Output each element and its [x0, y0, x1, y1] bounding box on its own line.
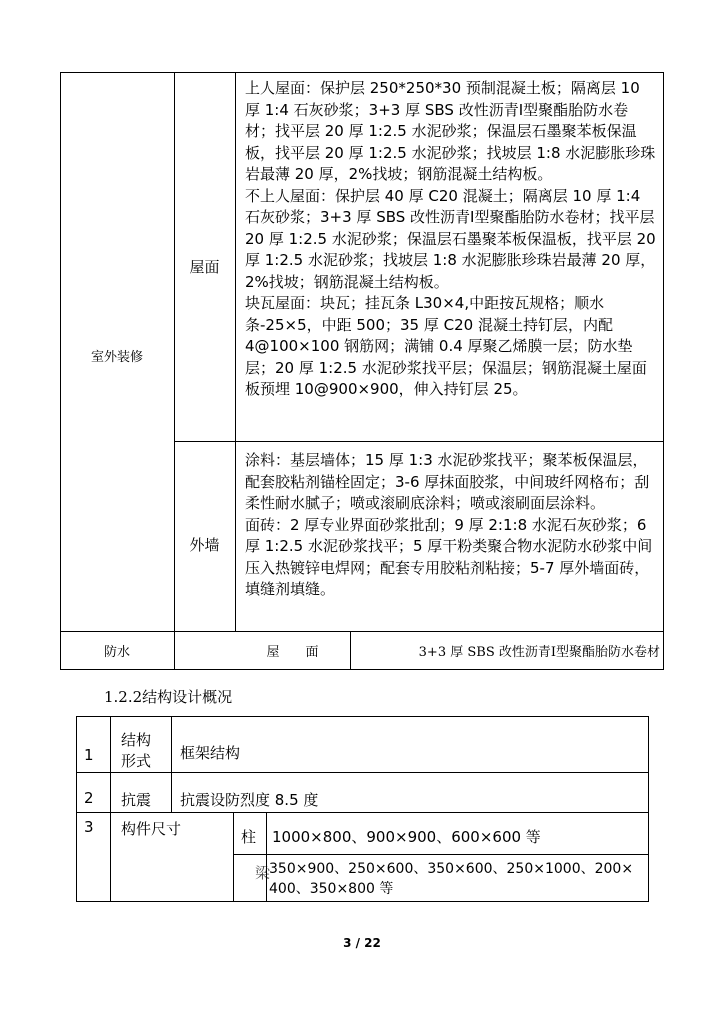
table-col-divider-2	[235, 72, 236, 632]
beam-label: 梁	[255, 864, 271, 882]
table-divider-roof-wall	[174, 441, 664, 442]
row1-number: 1	[84, 746, 94, 764]
row2-label: 抗震	[121, 791, 152, 809]
table2-border-bottom	[76, 901, 649, 902]
table2-col-divider-1	[110, 716, 111, 902]
table2-col-divider-4	[266, 812, 267, 902]
roof-label: 屋面	[189, 258, 220, 276]
page-number: 3 / 22	[343, 936, 381, 950]
row1-value: 框架结构	[180, 744, 241, 762]
table2-col-divider-2	[171, 716, 172, 813]
waterproof-value: 3+3 厚 SBS 改性沥青Ⅰ型聚酯胎防水卷材	[418, 645, 660, 660]
table-divider-waterproof	[60, 631, 664, 632]
roof-paragraph-tile: 块瓦屋面：块瓦；挂瓦条 L30×4,中距按瓦规格；顺水条-25×5，中距 500；35 厚 C20 混凝土持钉层，内配 4@100×100 钢筋网；满铺 0.4 厚聚乙烯膜一层；防水垫层；20 厚 1:2.5 水泥砂浆找平层；保温层；钢筋混凝土屋面板预埋 10@900×900，伸入持钉层 25。	[245, 294, 647, 398]
wall-label: 外墙	[189, 536, 220, 554]
table-col-divider-3	[350, 631, 351, 670]
row3-label: 构件尺寸	[121, 820, 182, 838]
roof-paragraph-non-accessible: 不上人屋面：保护层 40 厚 C20 混凝土；隔离层 10 厚 1:4 石灰砂浆；3+3 厚 SBS 改性沥青Ⅰ型聚酯胎防水卷材；找平层 20 厚 1:2.5 水泥砂浆；保温层石墨聚苯板保温板，找平层 20 厚 1:2.5 水泥砂浆；找坡层 1:8 水泥膨胀珍珠岩最薄 20 厚，2%找坡；钢筋混凝土结构板。	[245, 186, 656, 291]
wall-paragraph-paint: 涂料：基层墙体；15 厚 1:3 水泥砂浆找平；聚苯板保温层，配套胶粘剂锚栓固定；3-6 厚抹面胶浆，中间玻纤网格布；刮柔性耐水腻子；喷或滚刷底涂料；喷或滚刷面层涂料。	[245, 451, 650, 512]
wall-paragraph-tile: 面砖：2 厚专业界面砂浆批刮；9 厚 2:1:8 水泥石灰砂浆；6 厚 1:2.5 水泥砂浆找平；5 厚干粉类聚合物水泥防水砂浆中间压入热镀锌电焊网；配套专用胶粘剂粘接；5-7 厚外墙面砖，填缝剂填缝。	[245, 515, 653, 598]
table2-col-divider-3	[233, 812, 234, 902]
category-exterior-finishing: 室外装修	[90, 350, 143, 365]
table2-border-top	[76, 716, 649, 717]
wall-description	[245, 450, 657, 631]
section-heading: 1.2.2结构设计概况	[104, 688, 233, 706]
row2-value: 抗震设防烈度 8.5 度	[180, 791, 319, 809]
table2-border-left	[76, 716, 77, 902]
beam-dimensions: 350×900、250×600、350×600、250×1000、200×400、350×800 等	[269, 861, 634, 897]
table2-row-divider-2	[76, 812, 649, 813]
row1-label: 结构形式	[121, 731, 152, 770]
row2-number: 2	[84, 789, 94, 807]
table-border-top	[60, 72, 664, 73]
table-border-left	[60, 72, 61, 670]
table2-row-divider-3	[233, 854, 649, 855]
table2-row-divider-1	[76, 772, 649, 773]
roof-description	[245, 78, 657, 441]
waterproof-label: 防水	[103, 645, 130, 660]
table-col-divider-1	[174, 72, 175, 670]
table-border-bottom	[60, 669, 664, 670]
waterproof-part: 屋 面	[266, 645, 319, 660]
roof-paragraph-accessible: 上人屋面：保护层 250*250*30 预制混凝土板；隔离层 10 厚 1:4 石灰砂浆；3+3 厚 SBS 改性沥青Ⅰ型聚酯胎防水卷材；找平层 20 厚 1:2.5 水泥砂浆；保温层石墨聚苯板保温板，找平层 20 厚 1:2.5 水泥砂浆；找坡层 1:8 水泥膨胀珍珠岩最薄 20 厚，2%找坡；钢筋混凝土结构板。	[245, 79, 656, 183]
table2-border-right	[648, 716, 649, 902]
column-label: 柱	[241, 828, 257, 846]
table-border-right	[663, 72, 664, 670]
row3-number: 3	[84, 818, 94, 836]
column-dimensions: 1000×800、900×900、600×600 等	[272, 828, 541, 846]
